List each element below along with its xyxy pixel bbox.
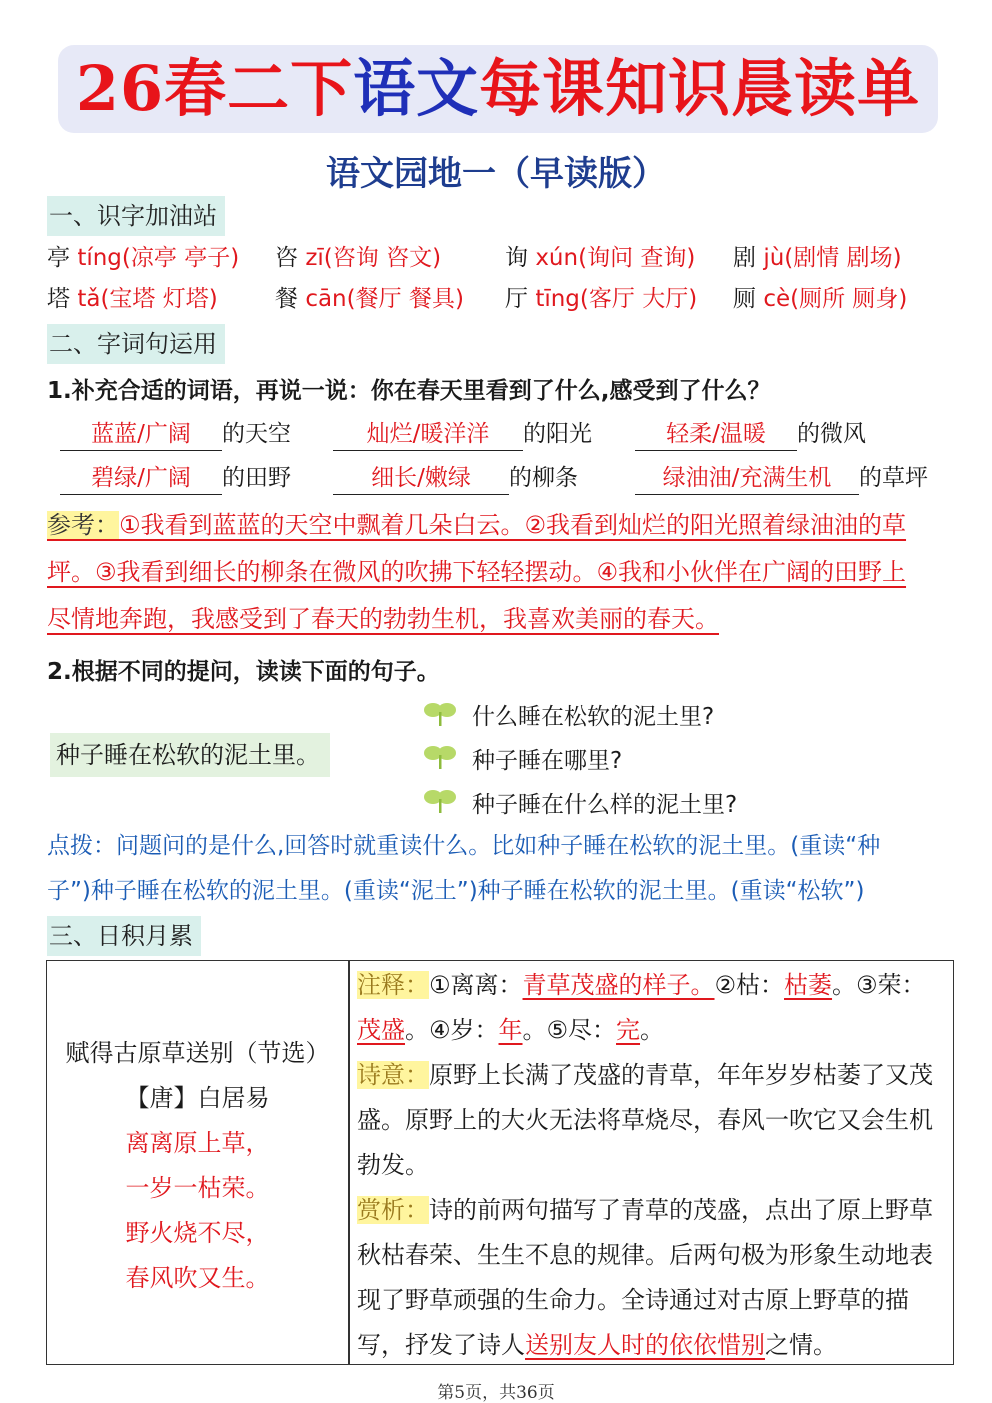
fill-blank: 蓝蓝/广阔 的天空 — [60, 418, 291, 451]
fill-blank: 碧绿/广阔 的田野 — [60, 462, 291, 495]
char-row-2 — [47, 283, 947, 315]
poem-line: 一岁一枯荣。 — [125, 1174, 270, 1202]
fill-blank: 绿油油/充满生机 的草坪 — [635, 462, 928, 495]
poem-line: 离离原上草， — [125, 1129, 270, 1157]
char-entry: 厅 tīng(客厅 大厅) — [505, 286, 698, 312]
poem-line: 春风吹又生。 — [125, 1264, 270, 1292]
title-banner — [58, 45, 938, 133]
reference-answer: 参考：①我看到蓝蓝的天空中飘着几朵白云。②我看到灿烂的阳光照着绿油油的草 坪。③我看到细长的柳条在微风的吹拂下轻轻摆动。④我和小伙伴在广阔的田野上 尽情地奔跑，我感受到了春天的勃勃生机，我喜欢美丽的春天。 — [47, 511, 907, 633]
question-1: 1.补充合适的词语，再说一说：你在春天里看到了什么,感受到了什么？ — [47, 378, 771, 404]
poem-table — [46, 960, 954, 1365]
char-entry: 餐 cān(餐厅 餐具) — [275, 286, 464, 312]
poem-analysis: 赏析：诗的前两句描写了青草的茂盛，点出了原上野草秋枯春荣、生生不息的规律。后两句极为形象生动地表现了野草顽强的生命力。全诗通过对古原上野草的描写，抒发了诗人送别友人时的依依惜别之情。 — [357, 1196, 933, 1359]
char-entry: 剧 jù(剧情 剧场) — [733, 245, 902, 271]
char-entry: 塔 tǎ(宝塔 灯塔) — [47, 286, 218, 312]
annotation: 注释：①离离：青草茂盛的样子。②枯：枯萎。③荣：茂盛。④岁：年。⑤尽：完。 — [357, 971, 926, 1044]
sprout-icon — [424, 743, 456, 771]
title-part-1: 26春二下 — [75, 52, 354, 125]
section-heading-2: 二、字词句运用 — [47, 324, 225, 364]
section-heading-1: 一、识字加油站 — [47, 196, 225, 236]
section-heading-3: 三、日积月累 — [47, 916, 201, 956]
poem-cell — [47, 1031, 348, 1301]
sprout-icon — [424, 787, 456, 815]
prompt-question: 什么睡在松软的泥土里? — [472, 704, 715, 730]
blank-row-1 — [60, 418, 960, 450]
example-sentence: 种子睡在松软的泥土里。 — [50, 733, 330, 777]
char-entry: 咨 zī(咨询 咨文) — [275, 245, 442, 271]
title-part-3: 每课知识晨读单 — [479, 52, 921, 125]
prompt-question: 种子睡在哪里? — [472, 748, 623, 774]
question-2: 2.根据不同的提问，读读下面的句子。 — [47, 659, 440, 685]
char-row-1 — [47, 242, 947, 274]
fill-blank: 细长/嫩绿 的柳条 — [333, 462, 578, 495]
reference-label: 参考： — [47, 511, 119, 539]
title-part-2: 语文 — [353, 52, 480, 125]
poem-author: 【唐】白居易 — [125, 1084, 270, 1112]
prompt-question: 种子睡在什么样的泥土里? — [472, 792, 738, 818]
page-subtitle: 语文园地一（早读版） — [326, 154, 666, 194]
poem-meaning: 诗意：原野上长满了茂盛的青草，年年岁岁枯萎了又茂盛。原野上的大火无法将草烧尽，春风一吹它又会生机勃发。 — [357, 1061, 933, 1179]
poem-line: 野火烧不尽， — [125, 1219, 270, 1247]
blank-row-2 — [60, 462, 960, 494]
sprout-icon — [424, 700, 456, 728]
poem-title: 赋得古原草送别（节选） — [65, 1039, 330, 1067]
char-entry: 厕 cè(厕所 厕身) — [733, 286, 908, 312]
char-entry: 询 xún(询问 查询) — [505, 245, 696, 271]
fill-blank: 轻柔/温暖 的微风 — [635, 418, 866, 451]
notes-cell — [357, 963, 949, 1368]
char-entry: 亭 tíng(凉亭 亭子) — [47, 245, 240, 271]
tip-text: 点拨：问题问的是什么,回答时就重读什么。比如种子睡在松软的泥土里。(重读“种 子”)种子睡在松软的泥土里。(重读“泥土”)种子睡在松软的泥土里。(重读“松软”) — [47, 833, 881, 904]
page-number: 第5页，共36页 — [437, 1383, 555, 1403]
fill-blank: 灿烂/暖洋洋 的阳光 — [333, 418, 592, 451]
